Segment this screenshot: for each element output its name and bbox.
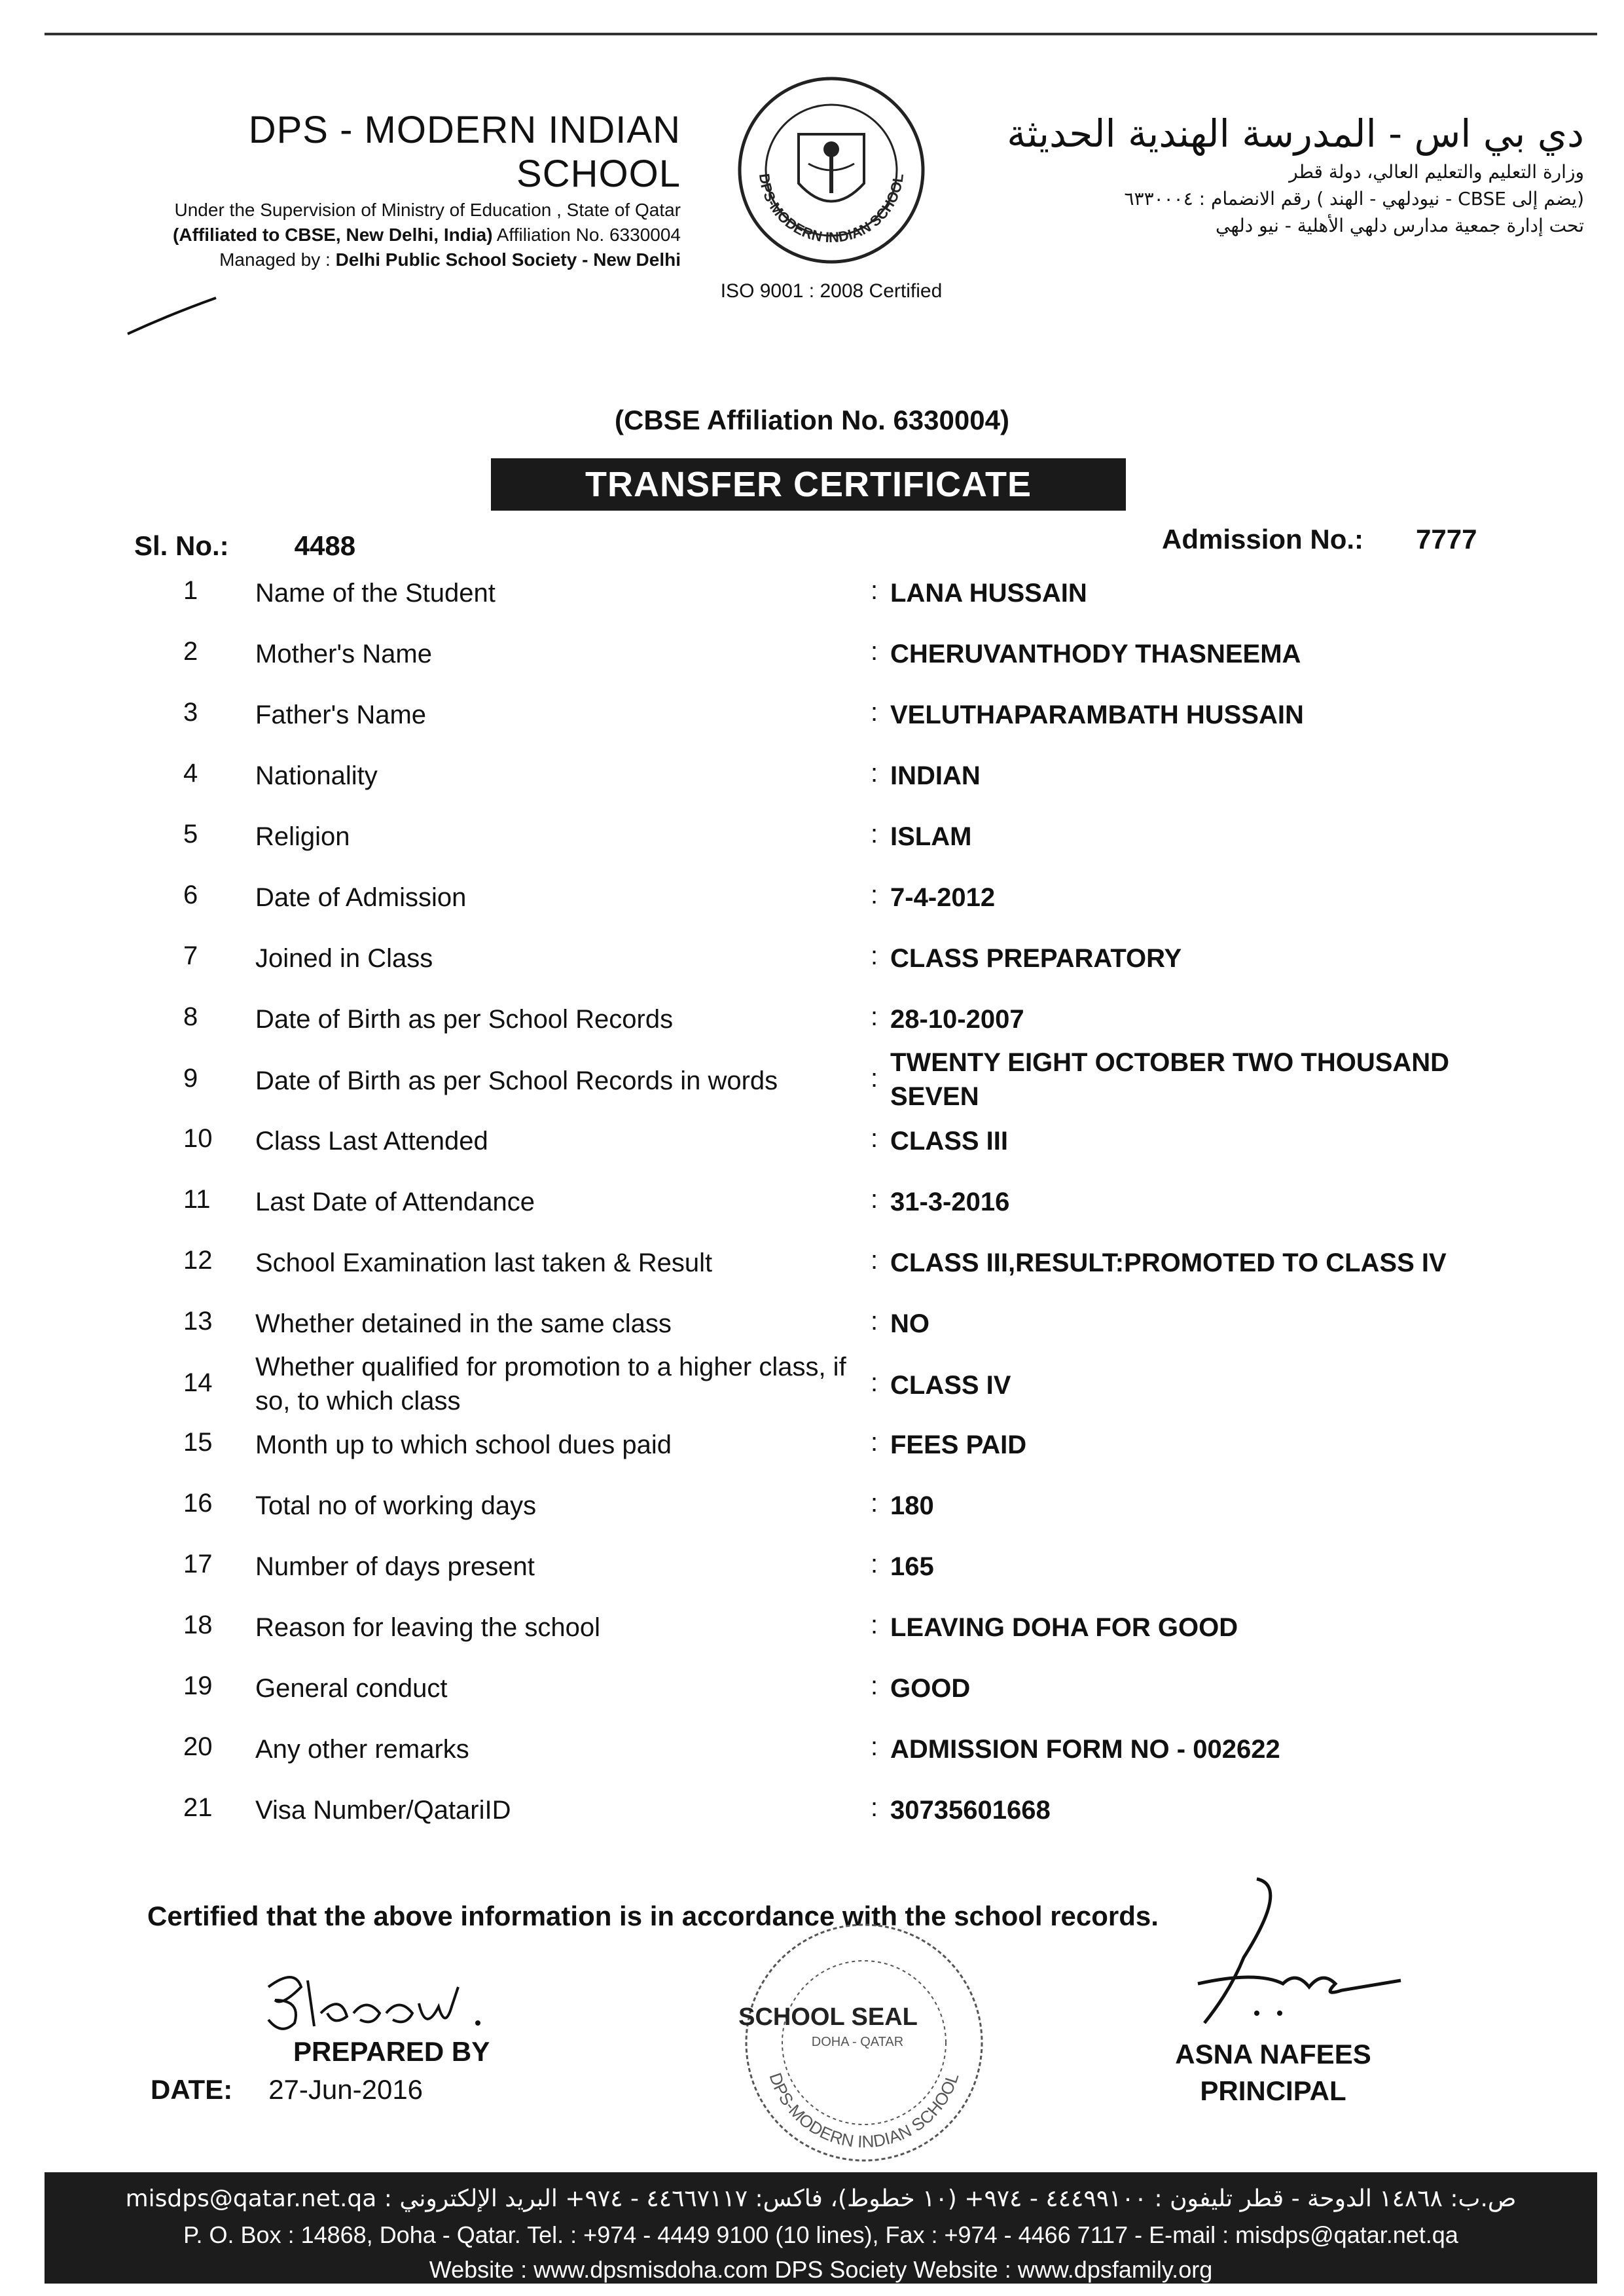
managed-by-line: Managed by : Delhi Public School Society - New Delhi [219, 249, 681, 270]
crest-text: DPS-MODERN INDIAN SCHOOL [755, 172, 907, 246]
serial-number: Sl. No.: 4488 [134, 530, 356, 561]
issue-date: DATE: 27-Jun-2016 [151, 2074, 424, 2105]
contact-footer [45, 2172, 1597, 2284]
seal-ring-text: DPS-MODERN INDIAN SCHOOL [765, 2070, 963, 2152]
supervision-line: Under the Supervision of Ministry of Education , State of Qatar [174, 200, 681, 220]
certification-statement: Certified that the above information is in accordance with the school records. [147, 1901, 1159, 1931]
arabic-affiliation-line: (يضم إلى CBSE - نيودلهي - الهند ) رقم الانضمام : ٦٣٣٠٠٠٤ [1124, 188, 1584, 210]
seal-location: DOHA - QATAR [811, 2035, 904, 2049]
school-name: DPS - MODERN INDIAN SCHOOL [248, 109, 681, 195]
footer-english: P. O. Box : 14868, Doha - Qatar. Tel. : +974 - 4449 9100 (10 lines), Fax : +974 - 4466 7117 - E-mail : misdps@qatar.net.qa [183, 2221, 1458, 2248]
admission-number: Admission No.: 7777 [1162, 524, 1477, 555]
arabic-school-name: دي بي اس - المدرسة الهندية الحديثة [1007, 111, 1584, 156]
footer-arabic: ص.ب: ١٤٨٦٨ الدوحة - قطر تليفون : ٤٤٤٩٩١٠٠ - ٩٧٤+ (١٠ خطوط)، فاكس: ٤٤٦٦٧١١٧ - ٩٧٤+ البريد الإلكتروني : misdps@qatar.net.qa [125, 2185, 1517, 2212]
header-arabic [943, 111, 1584, 236]
seal-label: SCHOOL SEAL [738, 2003, 918, 2031]
certificate-title: TRANSFER CERTIFICATE [491, 458, 1126, 511]
affiliation-line: (Affiliated to CBSE, New Delhi, India) Affiliation No. 6330004 [173, 225, 681, 245]
pen-mark-icon [124, 295, 223, 344]
school-crest-icon [733, 72, 929, 268]
principal-block [1152, 2036, 1394, 2109]
arabic-ministry-line: وزارة التعليم والتعليم العالي، دولة قطر [1289, 161, 1584, 183]
prepared-by-label: PREPARED BY [293, 2036, 490, 2067]
footer-websites: Website : www.dpsmisdoha.com DPS Society Website : www.dpsfamily.org [429, 2256, 1213, 2283]
iso-certification: ISO 9001 : 2008 Certified [720, 280, 943, 302]
principal-name: ASNA NAFEES [1175, 2039, 1371, 2069]
top-rule [45, 33, 1597, 35]
header-english [79, 108, 681, 270]
cbse-affiliation: (CBSE Affiliation No. 6330004) [615, 405, 1009, 435]
principal-signature-icon [1126, 1872, 1414, 2046]
school-seal-icon [733, 1912, 995, 2174]
arabic-management-line: تحت إدارة جمعية مدارس دلهي الأهلية - نيو دلهي [1216, 215, 1584, 236]
principal-title: PRINCIPAL [1200, 2075, 1346, 2106]
